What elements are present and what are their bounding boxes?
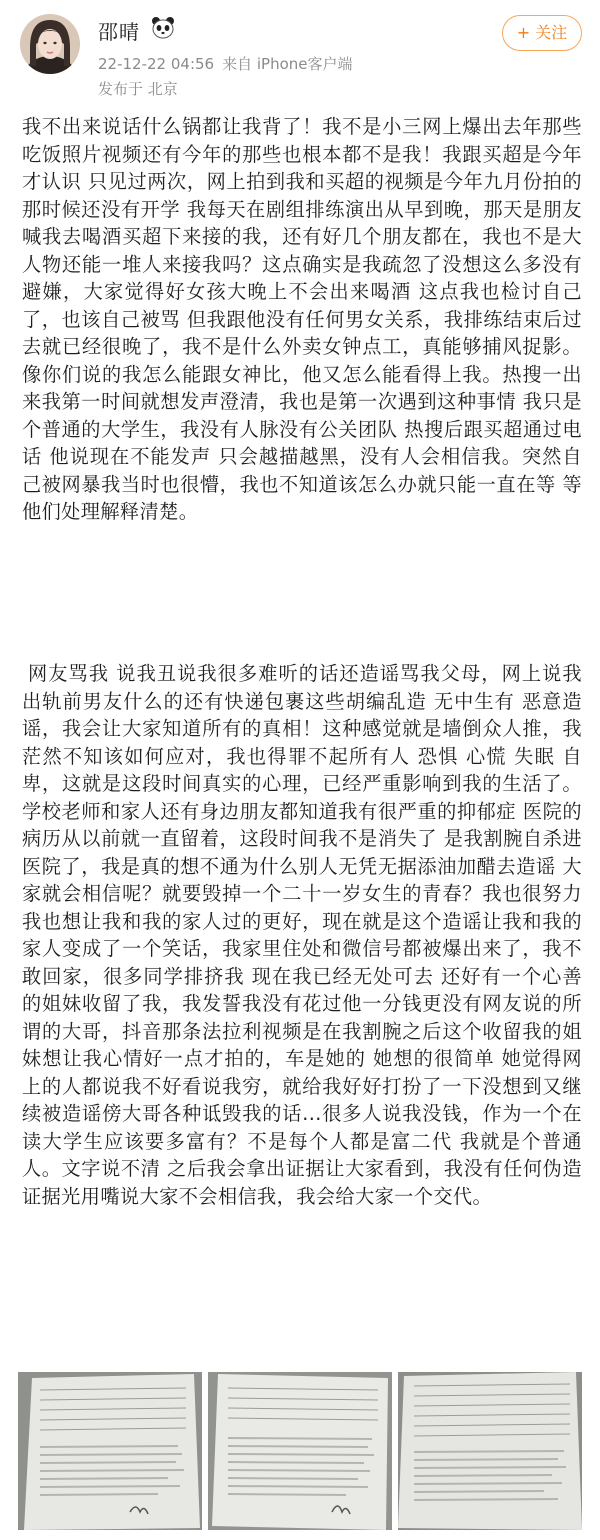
post-paragraph-1: 我不出来说话什么锅都让我背了！我不是小三网上爆出去年那些吃饭照片视频还有今年的那些也根本都不是我！我跟买超是今年才认识 只见过两次，网上拍到我和买超的视频是今年九月份拍的 那时候还没有开学 我每天在剧组排练演出从早到晚，那天是朋友喊我去喝酒买超下来接的我，还有好几个朋友都在，我也不是大人物还能一堆人来接我吗？这点确实是我疏忽了没想这么多没有避嫌，大家觉得好女孩大晚上不会出来喝酒 这点我也检讨自己了，也该自己被骂 但我跟他没有任何男女关系，我排练结束后过去就已经很晚了，我不是什么外卖女钟点工，真能够捕风捉影。像你们说的我怎么能跟女神比，他又怎么能看得上我。热搜一出来我第一时间就想发声澄清，我也是第一次遇到这种事情 我只是个普通的大学生，我没有人脉没有公关团队 热搜后跟买超通过电话 他说现在不能发声 只会越描越黑，没有人会相信我。突然自己被网暴我当时也很懵，我也不知道该怎么办就只能一直在等 等他们处理解释清楚。 xyxy=(22,115,582,523)
avatar[interactable] xyxy=(20,14,80,74)
username[interactable]: 邵晴 xyxy=(98,20,140,44)
medical-record-photo xyxy=(208,1372,392,1530)
photo-1[interactable] xyxy=(18,1372,202,1530)
source-client[interactable]: 来自 iPhone客户端 xyxy=(222,55,353,73)
photo-3[interactable] xyxy=(398,1372,582,1530)
post-meta xyxy=(98,53,353,74)
post-paragraph-2: 网友骂我 说我丑说我很多难听的话还造谣骂我父母，网上说我出轨前男友什么的还有快递包裹这些胡编乱造 无中生有 恶意造谣，我会让大家知道所有的真相！这种感觉就是墙倒众人推，我茫然不知该如何应对，我也得罪不起所有人 恐惧 心慌 失眠 自卑，这就是这段时间真实的心理，已经严重影响到我的生活了。学校老师和家人还有身边朋友都知道我有很严重的抑郁症 医院的病历从以前就一直留着，这段时间我不是消失了 是我割腕自杀进医院了，我是真的想不通为什么别人无凭无据添油加醋去造谣 大家就会相信呢？就要毁掉一个二十一岁女生的青春？我也很努力 我也想让我和我的家人过的更好，现在就是这个造谣让我和我的家人变成了一个笑话，我家里住处和微信号都被爆出来了，我不敢回家，很多同学排挤我 现在我已经无处可去 还好有一个心善的姐妹收留了我，我发誓我没有花过他一分钱更没有网友说的所谓的大哥，抖音那条法拉利视频是在我割腕之后这个收留我的姐妹想让我心情好一点才拍的，车是她的 她想的很简单 她觉得网上的人都说我不好看说我穷，就给我好好打扮了一下没想到又继续被造谣傍大哥各种诋毁我的话...很多人说我没钱，作为一个在读大学生应该要多富有？不是每个人都是富二代 我就是个普通人。文字说不清 之后我会拿出证据让大家看到，我没有任何伪造证据光用嘴说大家不会相信我，我会给大家一个交代。 xyxy=(22,662,583,1208)
panda-icon xyxy=(150,15,176,41)
follow-button[interactable]: + 关注 xyxy=(502,15,582,51)
post-header xyxy=(0,0,600,105)
medical-record-photo xyxy=(18,1372,202,1530)
avatar-icon xyxy=(20,14,80,74)
medical-record-photo xyxy=(398,1372,582,1530)
location: 发布于 北京 xyxy=(98,80,178,98)
timestamp: 22-12-22 04:56 xyxy=(98,55,215,73)
photo-2[interactable] xyxy=(208,1372,392,1530)
photo-grid xyxy=(18,1372,582,1530)
